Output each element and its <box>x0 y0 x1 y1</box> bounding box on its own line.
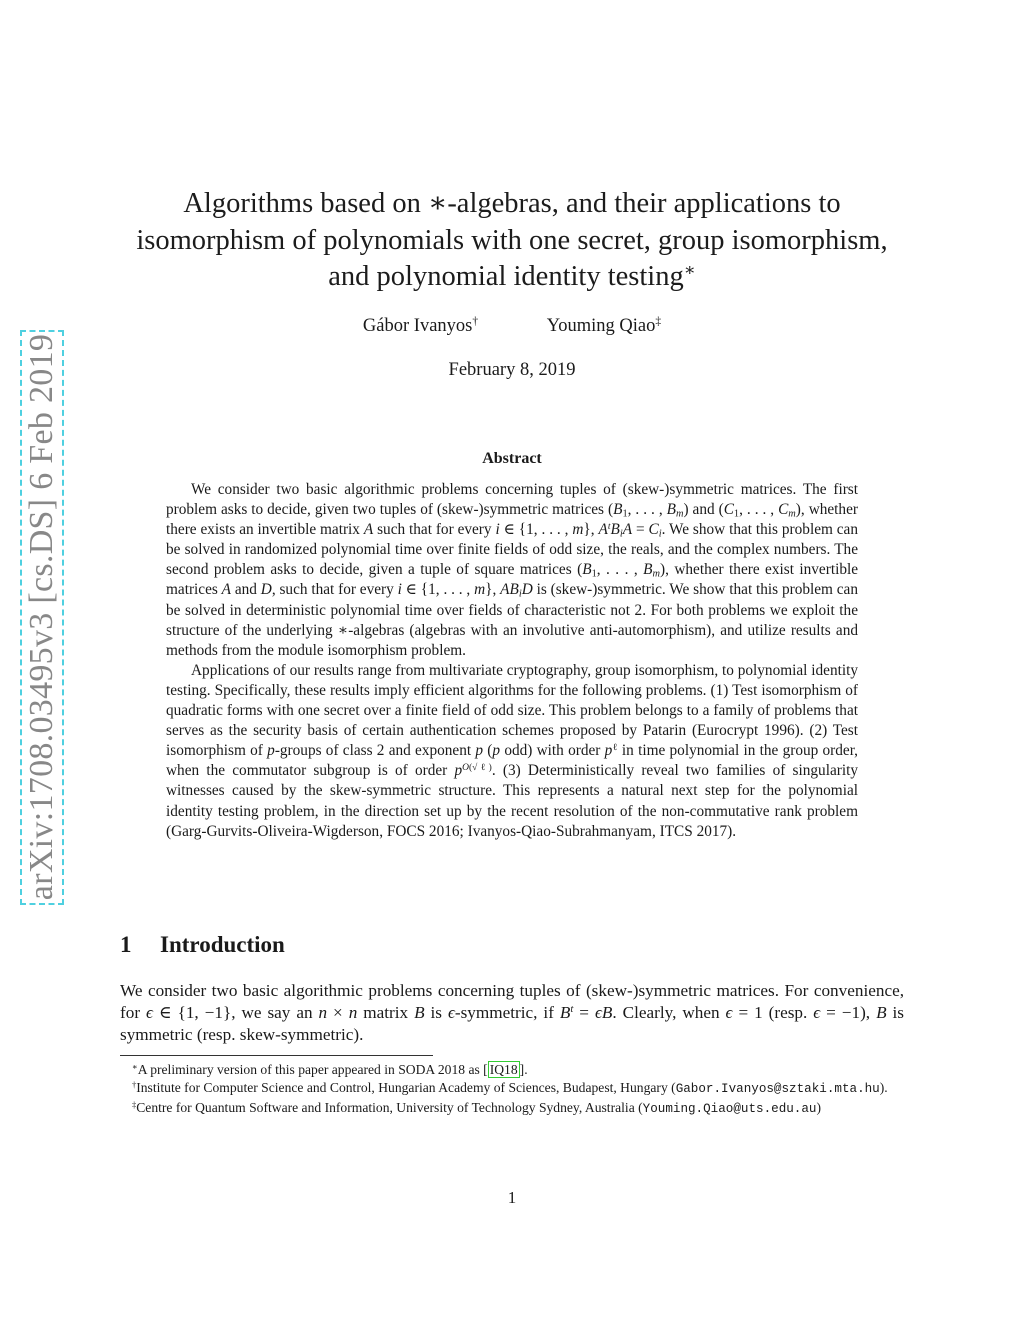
abstract-paragraph-1: We consider two basic algorithmic problems concerning tuples of (skew-)symmetric matrices. The first problem asks to decide, given two tuples of (skew-)symmetric matrices ($B_1$, . . . , $B_m$) and ($C_1$, . . . , $C_m$), whether there exists an invertible matrix A such that for every i ∈ {1, . . . , m}, $A^tB_iA = C_i$. We show that this problem can be solved in randomized polynomial time over finite fields of odd size, the reals, and the complex numbers. The second problem asks to decide, given a tuple of square matrices ($B_1$, . . . , $B_m$), whether there exist invertible matrices A and D, such that for every i ∈ {1, . . . , m}, $AB_iD$ is (skew-)symmetric. We show that this problem can be solved in deterministic polynomial time over fields of characteristic not 2. For both problems we exploit the structure of the underlying ∗-algebras (algebras with an involutive anti-automorphism), and utilize results and methods from the module isomorphism problem. <box>166 481 859 659</box>
footnote-divider <box>120 1055 433 1056</box>
footnotes <box>120 1061 904 1118</box>
author-list <box>0 316 1024 337</box>
citation-link[interactable]: IQ18 <box>489 1062 518 1077</box>
abstract-heading: Abstract <box>482 450 542 467</box>
abstract-body <box>166 480 858 842</box>
title-footnote-mark[interactable]: ∗ <box>683 259 696 280</box>
introduction-paragraph: We consider two basic algorithmic problems concerning tuples of (skew-)symmetric matrices. For convenience, for ϵ ∈ {1, −1}, we say an n × n matrix B is ϵ-symmetric, if $B^t = \epsilon B$. Clearly, when ϵ = 1 (resp. ϵ = −1), B is symmetric (resp. skew-symmetric). <box>120 981 904 1044</box>
section-heading-introduction <box>120 932 285 958</box>
introduction-body <box>120 980 904 1046</box>
email-ivanyos[interactable]: Gabor.Ivanyos@sztaki.mta.hu <box>675 1082 880 1097</box>
author-footnote-mark[interactable]: † <box>472 315 479 328</box>
page-number: 1 <box>507 1188 517 1207</box>
author-footnote-mark[interactable]: ‡ <box>655 315 662 328</box>
footnote-2: †Institute for Computer Science and Control, Hungarian Academy of Sciences, Budapest, Hungary (Gabor.Ivanyos@sztaki.mta.hu). <box>132 1079 888 1097</box>
author-qiao: Youming Qiao‡ <box>546 315 662 336</box>
section-number: 1 <box>120 932 132 957</box>
paper-title <box>120 186 904 296</box>
title-line-3: and polynomial identity testing∗ <box>328 259 696 292</box>
title-line-2: isomorphism of polynomials with one secret, group isomorphism, <box>136 224 888 256</box>
arxiv-identifier[interactable]: arXiv:1708.03495v3 [cs.DS] 6 Feb 2019 <box>23 333 60 901</box>
author-ivanyos: Gábor Ivanyos† <box>362 315 479 336</box>
title-line-1: Algorithms based on ∗-algebras, and their applications to <box>183 188 841 219</box>
footnote-3: ‡Centre for Quantum Software and Information, University of Technology Sydney, Australia (Youming.Qiao@uts.edu.au) <box>132 1098 822 1116</box>
email-qiao[interactable]: Youming.Qiao@uts.edu.au <box>642 1101 817 1116</box>
abstract-paragraph-2: Applications of our results range from multivariate cryptography, group isomorphism, to polynomial identity testing. Specifically, these results imply efficient algorithms for the following problems. (1) Test isomorphism of quadratic forms with one secret over a finite field of odd size. This problem belongs to a family of problems that serves as the security basis of certain authentication schemes proposed by Patarin (Eurocrypt 1996). (2) Test isomorphism of p-groups of class 2 and exponent p (p odd) with order $p^\ell$ in time polynomial in the group order, when the commutator subgroup is of order $p^{O(√\ell)}$. (3) Deterministically reveal two families of singularity witnesses caused by the skew-symmetric structure. This represents a natural next step for the polynomial identity testing problem, in the direction set up by the recent resolution of the non-commutative rank problem (Garg-Gurvits-Oliveira-Wigderson, FOCS 2016; Ivanyos-Qiao-Subrahmanyam, ITCS 2017). <box>166 661 859 840</box>
footnote-1: ∗A preliminary version of this paper appeared in SODA 2018 as [ IQ18 ]. <box>132 1061 528 1077</box>
paper-date: February 8, 2019 <box>448 360 576 380</box>
section-title: Introduction <box>160 932 285 957</box>
